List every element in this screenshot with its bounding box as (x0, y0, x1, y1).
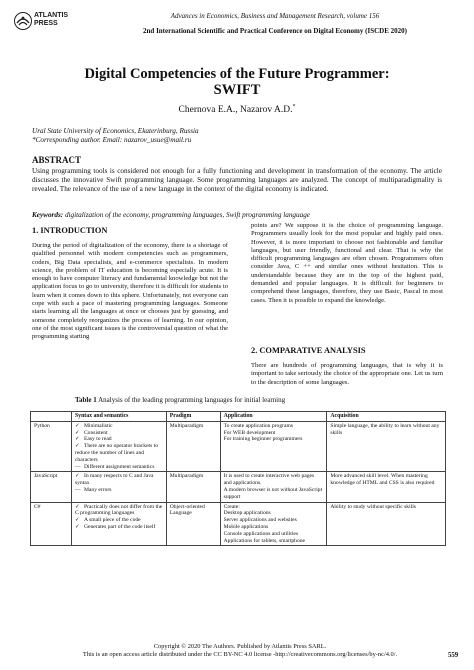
syntax-item-text: Generates part of the code itself (83, 523, 156, 530)
paper-authors (40, 104, 434, 115)
languages-table (30, 411, 446, 546)
paradigm-cell: Multiparadigm (166, 472, 220, 502)
logo-line-1: ATLANTIS (34, 12, 69, 19)
syntax-cell (71, 502, 166, 546)
copyright-line: Copyright © 2020 The Authors. Published by Atlantis Press SARL. (153, 643, 327, 650)
page-number: 559 (448, 652, 459, 659)
logo-line-2: PRESS (34, 20, 58, 27)
keywords-text: digitalization of the economy, programming languages, Swift programming language (64, 211, 310, 219)
abstract-heading: ABSTRACT (32, 155, 82, 165)
paradigm-cell: Multiparadigm (166, 421, 220, 472)
syntax-item-text: Many errors (83, 486, 112, 493)
table-header-row (31, 412, 446, 422)
syntax-item-text: Practically does not differ from the C programming languages (74, 503, 163, 517)
section-heading-comparative: 2. COMPARATIVE ANALYSIS (251, 346, 366, 355)
abstract-text: Using programming tools is considered not enough for a fully functioning and development in transformation of the economy. The article discusses the innovative Swift programming language. Some programming languages are analyzed. The concept of multiparadigmality is revealed. The relevance of the use of a new language in the context of the digital economy is indicated. (32, 167, 442, 194)
table-caption-label: Table 1 (75, 396, 97, 404)
syntax-cell (71, 472, 166, 502)
syntax-item (75, 504, 163, 518)
conference-name: 2nd International Scientific and Practical Conference on Digital Economy (ISCDE 2020) (143, 27, 407, 35)
syntax-item (75, 473, 163, 487)
affiliation: Ural State University of Economics, Ekaterinburg, Russia (32, 127, 199, 135)
title-line-2: SWIFT (213, 82, 261, 98)
atlantis-press-logo (14, 10, 70, 34)
table-header-cell: Pradigm (166, 412, 220, 422)
syntax-item (75, 443, 163, 463)
syntax-item (75, 436, 163, 443)
table-header-cell: Syntax and semantics (71, 412, 166, 422)
syntax-item (75, 517, 163, 524)
dash-mark: — (74, 463, 81, 470)
check-mark-icon: ✓ (74, 523, 80, 530)
check-mark-icon: ✓ (74, 473, 80, 480)
logo-wordmark (34, 12, 68, 28)
running-head (95, 12, 455, 36)
application-cell: It is used to create interactive web pages and applications. A modern browser is not without JavaScript support (220, 472, 327, 502)
authors-names: Chernova E.A., Nazarov A.D. (178, 105, 293, 116)
language-cell: C# (31, 502, 72, 546)
corresponding-author: *Corresponding author. Email: nazarov_usue@mail.ru (32, 136, 192, 144)
check-mark-icon: ✓ (74, 422, 80, 429)
syntax-item (75, 524, 163, 531)
paper-title (40, 66, 434, 98)
syntax-item (75, 423, 163, 430)
acquisition-cell: Simple language, the ability to learn without any skills (327, 421, 446, 472)
paradigm-cell: Object-oriented Language (166, 502, 220, 546)
page-footer (40, 643, 440, 659)
language-cell: JavaScript (31, 472, 72, 502)
table-row (31, 502, 446, 546)
syntax-item (75, 487, 163, 494)
section-heading-introduction: 1. INTRODUCTION (32, 226, 108, 235)
syntax-item (75, 464, 163, 471)
keywords (32, 211, 442, 220)
comparative-text: There are hundreds of programming languages, that is why it is important to take seriously the choice of the appropriate one. Let us turn to the description of some languages. (251, 362, 443, 386)
journal-name: Advances in Economics, Business and Management Research, volume 156 (170, 12, 380, 20)
syntax-item-text: Consistent (83, 429, 108, 436)
table-header-cell: Acquisition (327, 412, 446, 422)
acquisition-cell: More advanced skill level. When mastering knowledge of HTML and CSS is also required (327, 472, 446, 502)
title-line-1: Digital Competencies of the Future Programmer: (84, 66, 390, 82)
application-cell: To create application programs For WEB development For training beginner programmers (220, 421, 327, 472)
syntax-item-text: Minimalistic (83, 422, 113, 429)
table-caption-text: Analysis of the leading programming languages for initial learning (98, 396, 286, 404)
dash-mark: — (74, 486, 81, 493)
syntax-item-text: Easy to read (83, 436, 112, 443)
syntax-item-text: There are no operator brackets to reduce the number of lines and characters (74, 443, 159, 463)
syntax-item-text: Different assignment semantics (83, 463, 155, 470)
right-column-text: points are? We suppose it is the choice of programming language. Programmers usually look for the most popular and highly paid ones. However, it is more important to choose not fashionable and familiar languages, but user friendly, functional and clear. That is why the difficult programming languages are often chosen. Programmers often consider Java, C ++ and similar ones without hesitation. This is understandable because they are in the top of the highest paid, demanded and popular languages. It is difficult for beginners to comprehend these languages, therefore, they use Basic, Pascal in most cases. Then it is possible to expand the knowledge. (251, 222, 443, 304)
table-row (31, 472, 446, 502)
check-mark-icon: ✓ (74, 436, 80, 443)
syntax-cell (71, 421, 166, 472)
check-mark-icon: ✓ (74, 517, 80, 524)
affiliation-block (32, 127, 412, 145)
check-mark-icon: ✓ (74, 443, 80, 450)
table-caption (75, 396, 285, 404)
application-cell: Create: Desktop applications Server applications and websites Mobile applications Console applications and utilities Applications for tablets, smartphone (220, 502, 327, 546)
check-mark-icon: ✓ (74, 429, 80, 436)
introduction-text: During the period of digitalization of the economy, there is a shortage of qualified personnel with modern competencies such as programmers, coders, Big Data specialists, and e-commerce specialists. In modern science, the problem of IT education is becoming especially acute. It is enough to have computer literacy and fundamental knowledge but not the application focus to go to university, therefore it is difficult for students to learn when it comes down to this sphere. Unfortunately, not everyone can cope with such a pace of mastering programming languages. Someone starts learning all the languages at once or chooses just by guessing, and someone completely reorganizes the process of learning. In our opinion, one of the most significant issues is the controversial question of what the programming starting (32, 242, 228, 341)
acquisition-cell: Ability to study without specific skills (327, 502, 446, 546)
language-cell: Python (31, 421, 72, 472)
license-line: This is an open access article distributed under the CC BY-NC 4.0 license -http://creativecommons.org/licenses/by-nc/4.0/. (82, 651, 398, 658)
syntax-item (75, 430, 163, 437)
atlantis-logo-icon (14, 12, 32, 30)
table-header-cell: Application (220, 412, 327, 422)
table-header-cell (31, 412, 72, 422)
syntax-item-text: A small piece of the code (83, 517, 141, 524)
author-mark: * (292, 104, 296, 110)
check-mark-icon: ✓ (74, 503, 80, 510)
keywords-label: Keywords: (32, 211, 64, 219)
table-row (31, 421, 446, 472)
syntax-item-text: In many respects to C and Java syntax (74, 473, 154, 487)
